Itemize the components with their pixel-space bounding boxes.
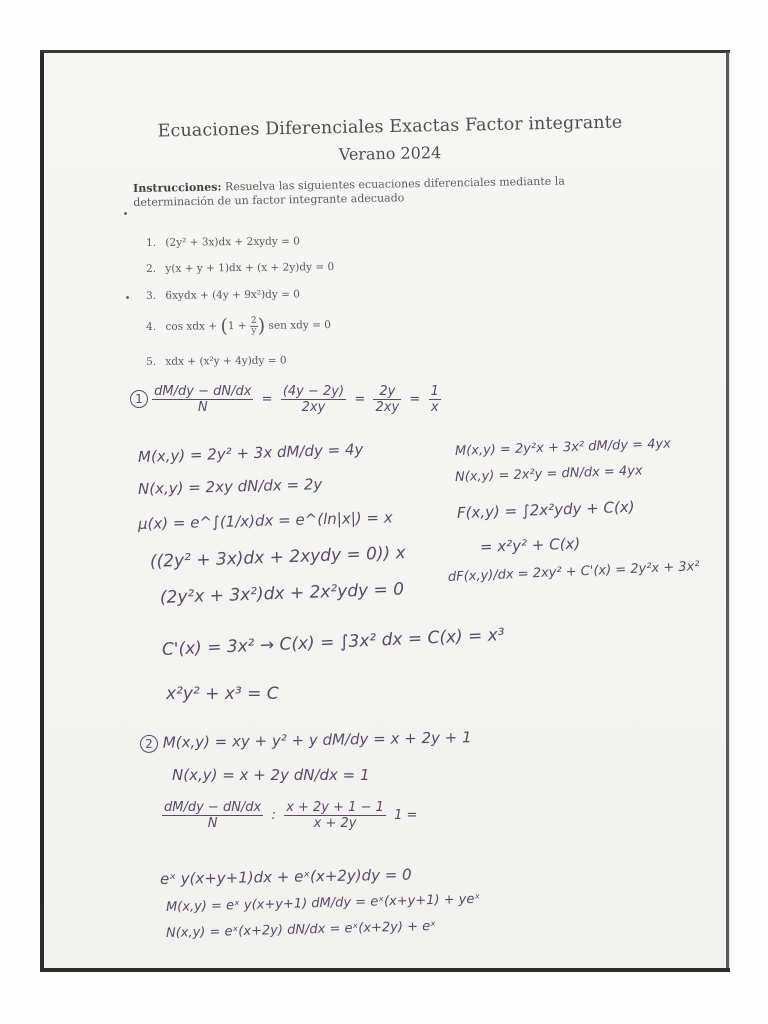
fraction-denominator: 2xy bbox=[301, 400, 326, 415]
fraction-denominator: 2xy bbox=[375, 400, 400, 415]
fraction-denominator: y bbox=[251, 325, 257, 336]
document-subtitle: Verano 2024 bbox=[338, 143, 442, 164]
exercise-item bbox=[146, 355, 287, 368]
exercise-equation: y(x + y + 1)dx + (x + 2y)dy = 0 bbox=[165, 261, 335, 275]
solution-1-right-line: F(x,y) = ∫2x²ydy + C(x) bbox=[456, 497, 635, 522]
exercise-item bbox=[146, 288, 300, 302]
handwritten-fraction bbox=[373, 384, 401, 415]
sheet-edge-right bbox=[726, 52, 729, 972]
fraction-denominator: N bbox=[197, 400, 208, 415]
sheet-edge-left bbox=[40, 52, 44, 972]
solution-1-line: C'(x) = 3x² → C(x) = ∫3x² dx = C(x) = x³ bbox=[161, 625, 506, 660]
fraction-numerator: dM/dy − dN/dx bbox=[164, 800, 262, 815]
exercise-equation: 6xydx + (4y + 9x²)dy = 0 bbox=[165, 288, 301, 302]
fraction-numerator: (4y − 2y) bbox=[282, 384, 345, 399]
solution-1-right-line: dF(x,y)/dx = 2xy² + C'(x) = 2y²x + 3x² bbox=[447, 559, 700, 585]
handwritten-fraction bbox=[162, 800, 263, 831]
handwritten-fraction bbox=[281, 384, 346, 415]
fraction bbox=[250, 316, 258, 335]
fraction-denominator: x bbox=[430, 400, 439, 415]
solution-1-right-line: = x²y² + C(x) bbox=[479, 534, 581, 556]
sheet-edge-bottom bbox=[40, 968, 730, 972]
paper-speck bbox=[124, 212, 127, 215]
fraction-numerator: x + 2y + 1 − 1 bbox=[286, 800, 384, 815]
exercise-equation-pre: cos xdx + bbox=[165, 320, 218, 333]
solution-number-circle: 1 bbox=[130, 390, 148, 408]
exercise-equation-post: sen xdy = 0 bbox=[268, 319, 332, 332]
paren-open: ( bbox=[220, 315, 228, 338]
sheet-edge-top bbox=[40, 50, 730, 53]
exercise-number: 3. bbox=[146, 289, 157, 302]
handwritten-fraction bbox=[429, 384, 441, 415]
paper-speck bbox=[126, 296, 129, 299]
solution-2-line: N(x,y) = eˣ(x+2y) dN/dx = eˣ(x+2y) + eˣ bbox=[165, 918, 437, 941]
solution-1-right-line: M(x,y) = 2y²x + 3x² dM/dy = 4yx bbox=[454, 436, 672, 459]
fraction-numerator: 1 bbox=[430, 384, 439, 399]
fraction-denominator: x + 2y bbox=[313, 816, 357, 831]
exercise-equation: xdx + (x²y + 4y)dy = 0 bbox=[165, 354, 287, 368]
solution-2-line: N(x,y) = x + 2y dN/dx = 1 bbox=[172, 766, 370, 784]
exercise-number: 1. bbox=[146, 236, 157, 249]
exercise-equation: (2y² + 3x)dx + 2xydy = 0 bbox=[165, 235, 301, 249]
instructions-label: Instrucciones: bbox=[133, 180, 222, 195]
solution-1-line: M(x,y) = 2y² + 3x dM/dy = 4y bbox=[137, 440, 364, 466]
exercise-number: 2. bbox=[146, 262, 157, 275]
document-title: Ecuaciones Diferenciales Exactas Factor integrante bbox=[157, 112, 623, 142]
fraction-denominator: N bbox=[207, 816, 218, 831]
fraction-numerator: 2y bbox=[373, 384, 401, 400]
exercise-number: 4. bbox=[146, 320, 157, 333]
solution-1-line: ((2y² + 3x)dx + 2xydy = 0)) x bbox=[149, 543, 407, 572]
handwritten-fraction bbox=[152, 384, 253, 415]
exercise-one: 1 + bbox=[227, 319, 247, 333]
solution-2-line: eˣ y(x+y+1)dx + eˣ(x+2y)dy = 0 bbox=[159, 865, 412, 888]
solution-1-line: N(x,y) = 2xy dN/dx = 2y bbox=[137, 475, 323, 498]
solution-1-line: μ(x) = e^∫(1/x)dx = e^(ln|x|) = x bbox=[137, 508, 393, 533]
exercise-item bbox=[146, 314, 331, 338]
exercise-number: 5. bbox=[146, 355, 157, 368]
solution-1-factor-line: 1 $\frac{dM/dy - dN/dx}{N}$ = $\frac{(4y - 2y)}{2xy}$ = $\frac{2y}{2xy}$ = $\frac{1}{x}$ bbox=[130, 384, 441, 415]
instructions-text: Resuelva las siguientes ecuaciones diferenciales mediante la determinación de un factor integrante adecuado bbox=[133, 174, 565, 209]
fraction-numerator: 2 bbox=[250, 315, 257, 326]
paren-close: ) bbox=[257, 314, 266, 337]
solution-1-line: (2y²x + 3x²)dx + 2x²ydy = 0 bbox=[159, 579, 405, 608]
fraction-result: 1 = bbox=[394, 808, 418, 823]
fraction-numerator: dM/dy − dN/dx bbox=[154, 384, 252, 399]
handwritten-fraction bbox=[284, 800, 386, 831]
solution-number-circle: 2 bbox=[140, 735, 158, 753]
solution-2-fraction-line: $\frac{dM/dy - dN/dx}{N}$ : $\frac{x + 2y + 1 - 1}{x + 2y}$ 1 = bbox=[164, 800, 418, 831]
exercise-item bbox=[146, 235, 300, 249]
exercise-item bbox=[146, 261, 334, 275]
solution-2-text: M(x,y) = xy + y² + y dM/dy = x + 2y + 1 bbox=[162, 728, 472, 752]
solution-1-right-line: N(x,y) = 2x²y = dN/dx = 4yx bbox=[454, 463, 643, 485]
solution-1-line: x²y² + x³ = C bbox=[166, 684, 279, 704]
solution-2-line: M(x,y) = eˣ y(x+y+1) dM/dy = eˣ(x+y+1) + yeˣ bbox=[165, 891, 481, 915]
